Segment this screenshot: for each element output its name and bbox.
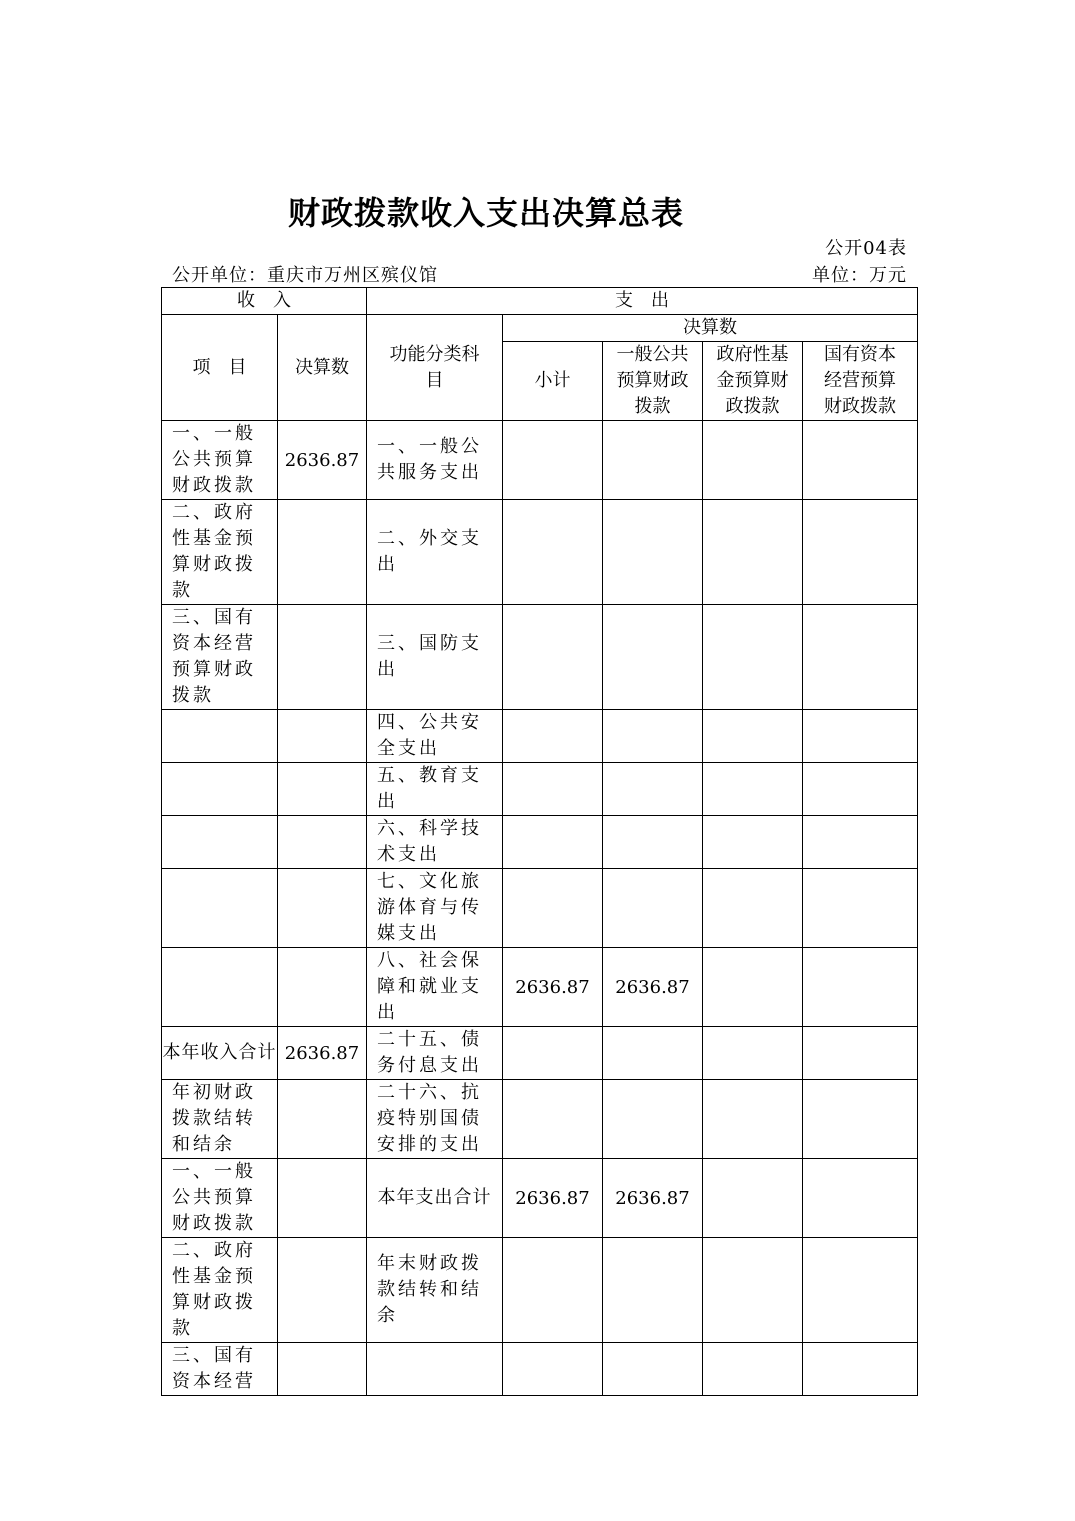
state-capital-cell: [803, 816, 918, 869]
header-item: 项 目: [162, 315, 278, 421]
subtotal-cell: 2636.87: [503, 1159, 603, 1238]
general-budget-cell: [603, 1027, 703, 1080]
gov-fund-cell: [703, 763, 803, 816]
general-budget-cell: [603, 869, 703, 948]
income-amount-cell: [278, 1080, 367, 1159]
state-capital-cell: [803, 710, 918, 763]
general-budget-cell: 2636.87: [603, 1159, 703, 1238]
expense-item-cell: 八、社会保障和就业支出: [367, 948, 503, 1027]
expense-item-cell: 三、国防支出: [367, 605, 503, 710]
state-capital-cell: [803, 1159, 918, 1238]
expense-item-cell: [367, 1343, 503, 1396]
general-budget-cell: [603, 1343, 703, 1396]
header-income: 收 入: [162, 288, 367, 315]
income-amount-cell: [278, 500, 367, 605]
general-budget-cell: [603, 763, 703, 816]
table-row: [162, 1080, 918, 1159]
income-item-cell: 一、一般公共预算财政拨款: [162, 421, 278, 500]
subtotal-cell: [503, 1238, 603, 1343]
table-row: [162, 421, 918, 500]
income-amount-cell: 2636.87: [278, 1027, 367, 1080]
income-item-cell: 三、国有资本经营预算财政拨款: [162, 605, 278, 710]
gov-fund-cell: [703, 421, 803, 500]
income-amount-cell: [278, 605, 367, 710]
header-state-capital: 国有资本经营预算财政拨款: [803, 342, 918, 421]
income-amount-cell: [278, 869, 367, 948]
state-capital-cell: [803, 1238, 918, 1343]
subtotal-cell: [503, 1027, 603, 1080]
gov-fund-cell: [703, 1027, 803, 1080]
income-amount-cell: 2636.87: [278, 421, 367, 500]
income-amount-cell: [278, 816, 367, 869]
table-row: [162, 500, 918, 605]
income-item-cell: [162, 869, 278, 948]
budget-table: [161, 287, 918, 1396]
state-capital-cell: [803, 421, 918, 500]
subtotal-cell: [503, 1080, 603, 1159]
expense-item-cell: 二、外交支出: [367, 500, 503, 605]
subtotal-cell: 2636.87: [503, 948, 603, 1027]
income-item-cell: 一、一般公共预算财政拨款: [162, 1159, 278, 1238]
gov-fund-cell: [703, 1343, 803, 1396]
table-row: [162, 763, 918, 816]
income-item-cell: 三、国有资本经营: [162, 1343, 278, 1396]
table-row: [162, 1027, 918, 1080]
expense-item-cell: 二十五、债务付息支出: [367, 1027, 503, 1080]
subtotal-cell: [503, 869, 603, 948]
state-capital-cell: [803, 1027, 918, 1080]
state-capital-cell: [803, 869, 918, 948]
income-amount-cell: [278, 763, 367, 816]
header-expenditure: 支 出: [367, 288, 918, 315]
income-item-cell: [162, 816, 278, 869]
income-item-cell: [162, 948, 278, 1027]
income-amount-cell: [278, 1343, 367, 1396]
header-income-amount: 决算数: [278, 315, 367, 421]
income-item-cell: 二、政府性基金预算财政拨款: [162, 1238, 278, 1343]
currency-unit: 单位：万元: [812, 265, 907, 286]
income-item-cell: [162, 763, 278, 816]
expense-item-cell: 二十六、抗疫特别国债安排的支出: [367, 1080, 503, 1159]
gov-fund-cell: [703, 1080, 803, 1159]
expense-item-cell: 七、文化旅游体育与传媒支出: [367, 869, 503, 948]
header-general-budget: 一般公共预算财政拨款: [603, 342, 703, 421]
expense-item-cell: 四、公共安全支出: [367, 710, 503, 763]
expense-item-cell: 一、一般公共服务支出: [367, 421, 503, 500]
state-capital-cell: [803, 605, 918, 710]
state-capital-cell: [803, 500, 918, 605]
gov-fund-cell: [703, 1159, 803, 1238]
general-budget-cell: [603, 816, 703, 869]
general-budget-cell: [603, 605, 703, 710]
income-amount-cell: [278, 1238, 367, 1343]
income-item-cell: 年初财政拨款结转和结余: [162, 1080, 278, 1159]
state-capital-cell: [803, 948, 918, 1027]
header-final-amount: 决算数: [503, 315, 918, 342]
general-budget-cell: [603, 421, 703, 500]
table-row: [162, 869, 918, 948]
subtotal-cell: [503, 1343, 603, 1396]
state-capital-cell: [803, 1343, 918, 1396]
table-row: [162, 1238, 918, 1343]
state-capital-cell: [803, 763, 918, 816]
gov-fund-cell: [703, 605, 803, 710]
gov-fund-cell: [703, 710, 803, 763]
subtotal-cell: [503, 421, 603, 500]
income-amount-cell: [278, 710, 367, 763]
header-subtotal: 小计: [503, 342, 603, 421]
subtotal-cell: [503, 500, 603, 605]
income-item-cell: 二、政府性基金预算财政拨款: [162, 500, 278, 605]
income-amount-cell: [278, 948, 367, 1027]
subtotal-cell: [503, 763, 603, 816]
page-title: 财政拨款收入支出决算总表: [288, 194, 685, 232]
expense-item-cell: 年末财政拨款结转和结余: [367, 1238, 503, 1343]
gov-fund-cell: [703, 816, 803, 869]
state-capital-cell: [803, 1080, 918, 1159]
income-item-cell: [162, 710, 278, 763]
table-row: [162, 948, 918, 1027]
subtotal-cell: [503, 816, 603, 869]
reporting-unit: 公开单位：重庆市万州区殡仪馆: [172, 265, 438, 286]
general-budget-cell: [603, 500, 703, 605]
subtotal-cell: [503, 605, 603, 710]
gov-fund-cell: [703, 1238, 803, 1343]
header-gov-fund: 政府性基金预算财政拨款: [703, 342, 803, 421]
general-budget-cell: 2636.87: [603, 948, 703, 1027]
general-budget-cell: [603, 1238, 703, 1343]
table-row: [162, 605, 918, 710]
income-item-cell: 本年收入合计: [162, 1027, 278, 1080]
income-amount-cell: [278, 1159, 367, 1238]
table-row: [162, 1343, 918, 1396]
header-function-category: 功能分类科目: [367, 315, 503, 421]
expense-item-cell: 本年支出合计: [367, 1159, 503, 1238]
expense-item-cell: 六、科学技术支出: [367, 816, 503, 869]
gov-fund-cell: [703, 948, 803, 1027]
gov-fund-cell: [703, 869, 803, 948]
table-row: [162, 1159, 918, 1238]
general-budget-cell: [603, 1080, 703, 1159]
general-budget-cell: [603, 710, 703, 763]
table-row: [162, 816, 918, 869]
form-number: 公开04表: [825, 238, 907, 259]
table-row: [162, 710, 918, 763]
gov-fund-cell: [703, 500, 803, 605]
subtotal-cell: [503, 710, 603, 763]
expense-item-cell: 五、教育支出: [367, 763, 503, 816]
